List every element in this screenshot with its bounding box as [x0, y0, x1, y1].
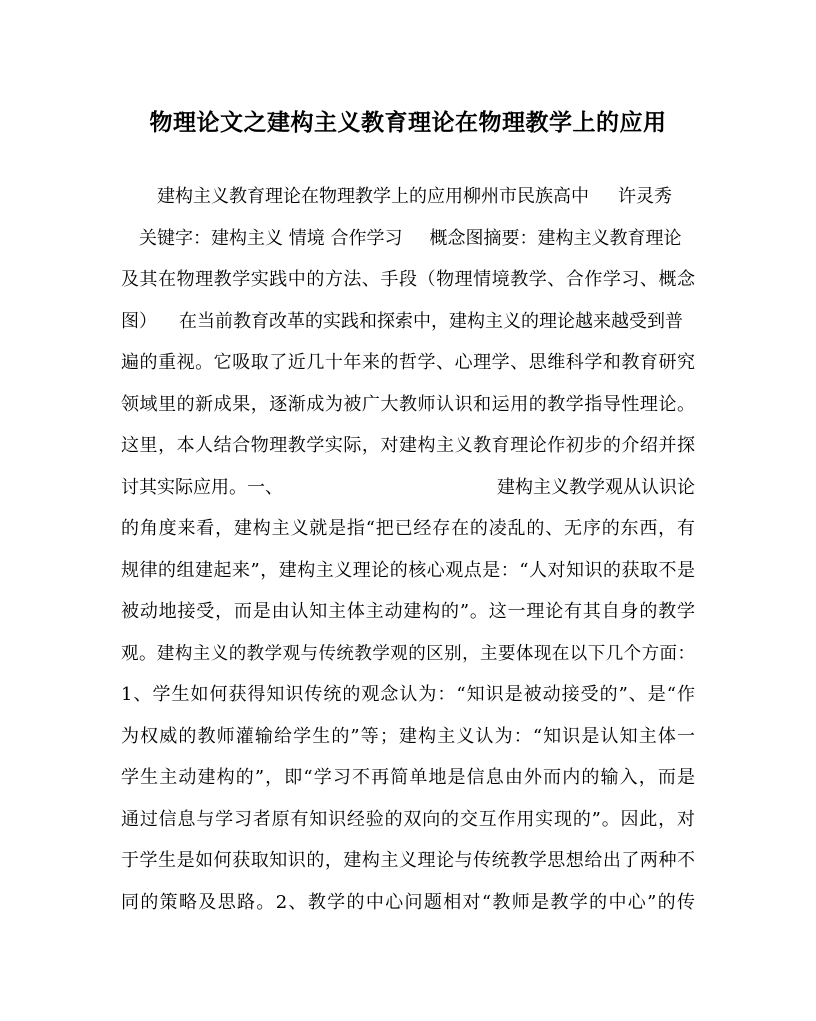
- body-line-fragment: 讨其实际应用。一、: [121, 477, 283, 498]
- body-line: 遍的重视。它吸取了近几十年来的哲学、心理学、思维科学和教育研究: [121, 352, 695, 373]
- body-line-fragment: 在当前教育改革的实践和探索中，建构主义的理论越来越受到普: [179, 311, 683, 332]
- body-line: 的角度来看，建构主义就是指“把已经存在的凌乱的、无序的东西，有: [121, 518, 695, 539]
- section-heading-text: 建构主义教学观从认识论: [497, 477, 695, 498]
- keywords-text: 关键字：建构主义 情境 合作学习: [139, 228, 403, 249]
- body-line: 领域里的新成果，逐渐成为被广大教师认识和运用的教学指导性理论。: [121, 394, 695, 415]
- body-line: 同的策略及思路。2、教学的中心问题相对“教师是教学的中心”的传: [121, 892, 695, 913]
- document-title: 物理论文之建构主义教育理论在物理教学上的应用: [149, 109, 667, 136]
- abstract-start-text: 概念图摘要：建构主义教育理论: [429, 228, 682, 249]
- body-line: 及其在物理教学实践中的方法、手段（物理情境教学、合作学习、概念: [121, 269, 695, 290]
- body-line: 通过信息与学习者原有知识经验的双向的交互作用实现的”。因此，对: [121, 809, 695, 830]
- body-line: 于学生是如何获取知识的，建构主义理论与传统教学思想给出了两种不: [121, 850, 695, 871]
- byline-line: [121, 185, 695, 209]
- body-line: 规律的组建起来”，建构主义理论的核心观点是：“人对知识的获取不是: [121, 560, 695, 581]
- body-line: 为权威的教师灌输给学生的”等；建构主义认为：“知识是认知主体一: [121, 726, 695, 747]
- body-line: 观。建构主义的教学观与传统教学观的区别，主要体现在以下几个方面：: [121, 644, 695, 664]
- body-line: 学生主动建构的”，即“学习不再简单地是信息由外而内的输入，而是: [121, 767, 695, 788]
- body-line-fragment: 图）: [121, 311, 157, 332]
- body-line: 这里，本人结合物理教学实际，对建构主义教育理论作初步的介绍并探: [121, 435, 695, 456]
- byline-text: 建构主义教育理论在物理教学上的应用柳州市民族高中: [157, 186, 589, 207]
- body-line: [121, 476, 695, 500]
- author-name: 许灵秀: [618, 186, 672, 207]
- body-line: 被动地接受，而是由认知主体主动建构的”。这一理论有其自身的教学: [121, 601, 695, 622]
- keywords-line: [121, 227, 695, 251]
- body-line: [121, 310, 695, 334]
- body-line: 1、学生如何获得知识传统的观念认为：“知识是被动接受的”、是“作: [121, 684, 695, 705]
